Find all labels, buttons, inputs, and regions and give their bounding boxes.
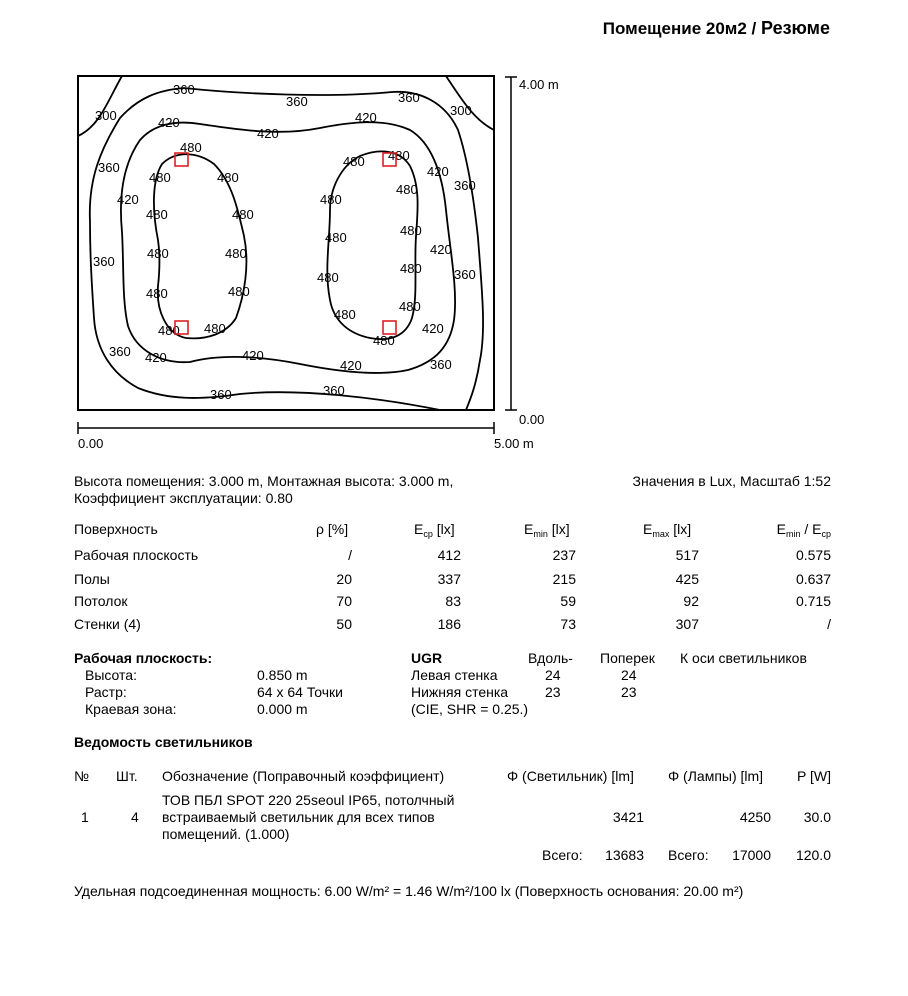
workplane-height-value: 0.850 m [257, 667, 308, 683]
contour-label: 480 [325, 230, 347, 245]
contour-label: 480 [343, 154, 365, 169]
contour-label: 480 [399, 299, 421, 314]
contour-label: 480 [146, 286, 168, 301]
surface-ratio: / [827, 616, 831, 632]
section-name: Резюме [761, 18, 830, 38]
contour-label: 480 [147, 246, 169, 261]
header-e-min: $E_{min}$ [lx] [524, 521, 570, 539]
total-label: Всего: [542, 847, 583, 863]
contour-label: 480 [204, 321, 226, 336]
contour-label: 360 [93, 254, 115, 269]
ugr-left-across: 24 [621, 667, 637, 683]
surface-name: Рабочая плоскость [74, 547, 199, 563]
contour-label: 480 [334, 307, 356, 322]
power-density: Удельная подсоединенная мощность: 6.00 W/m² = 1.46 W/m²/100 lx (Поверхность основания: 20.00 m²) [74, 883, 744, 899]
header-e-avg: $E_{ср}$ [lx] [414, 521, 455, 539]
ugr-left-wall: Левая стенка [411, 667, 498, 683]
contour-label: 480 [373, 333, 395, 348]
header-e-max: $E_{max}$ [lx] [643, 521, 692, 539]
surface-e-avg: 186 [437, 616, 461, 632]
surface-e-min: 215 [552, 571, 576, 587]
luminaire-markers [175, 153, 396, 334]
total-power: 120.0 [795, 847, 831, 863]
horizontal-scale [78, 422, 494, 434]
header-designation: Обозначение (Поправочный коэффициент) [162, 768, 445, 784]
workplane-edge-label: Краевая зона: [85, 701, 177, 717]
total-flux-lamp: 17000 [732, 847, 771, 863]
room-height-info: Высота помещения: 3.000 m, Монтажная высота: 3.000 m, [74, 473, 454, 489]
ugr-col-across: Поперек [600, 650, 655, 666]
contour-label: 420 [242, 348, 264, 363]
title-separator: / [751, 19, 757, 38]
header-ratio: $E_{min} / E_{cp}$ [776, 521, 831, 539]
contour-label: 480 [158, 323, 180, 338]
ugr-bottom-wall: Нижняя стенка [411, 684, 509, 700]
surface-e-avg: 337 [437, 571, 461, 587]
workplane-grid-label: Растр: [85, 684, 127, 700]
surface-e-min: 73 [560, 616, 576, 632]
contour-label: 480 [320, 192, 342, 207]
surface-ratio: 0.575 [795, 547, 831, 563]
maintenance-factor-info: Коэффициент эксплуатации: 0.80 [74, 490, 293, 506]
workplane-edge-value: 0.000 m [257, 701, 308, 717]
surface-e-avg: 412 [437, 547, 461, 563]
contour-label: 480 [388, 148, 410, 163]
contour-label: 360 [109, 344, 131, 359]
header-power: P [W] [797, 768, 831, 784]
surface-e-max: 92 [683, 593, 699, 609]
scale-x-start: 0.00 [78, 436, 104, 451]
workplane-height-label: Высота: [85, 667, 137, 683]
scale-y-bottom: 0.00 [519, 412, 545, 427]
luminaire-desc-line: ТОВ ПБЛ SPOT 220 25seoul IP65, потолчный [162, 792, 455, 808]
contour-label: 420 [117, 192, 139, 207]
ugr-col-axis: К оси светильников [680, 650, 807, 666]
contour-label: 480 [146, 207, 168, 222]
contour-label: 420 [340, 358, 362, 373]
luminaire-desc-line: помещений. (1.000) [162, 826, 290, 842]
header-surface: Поверхность [74, 521, 158, 537]
surface-e-min: 237 [552, 547, 576, 563]
scale-info: Значения в Lux, Масштаб 1:52 [632, 473, 831, 489]
header-rho: ρ [%] [316, 521, 349, 537]
surface-ratio: 0.637 [795, 571, 831, 587]
contour-label: 360 [454, 267, 476, 282]
workplane-title: Рабочая плоскость: [74, 650, 213, 666]
ugr-col-along: Вдоль- [528, 650, 573, 666]
contour-label: 480 [149, 170, 171, 185]
luminaire-desc-line: встраиваемый светильник для всех типов [162, 809, 435, 825]
contour-label: 300 [95, 108, 117, 123]
contour-label: 360 [98, 160, 120, 175]
contour-label: 480 [228, 284, 250, 299]
contour-label: 480 [180, 140, 202, 155]
scale-y-top: 4.00 m [519, 77, 559, 92]
contour-label: 360 [430, 357, 452, 372]
surface-rho: / [348, 547, 352, 563]
header-flux-lamp: Φ (Лампы) [lm] [668, 768, 764, 784]
surface-name: Стенки (4) [74, 616, 141, 632]
header-flux-luminaire: Φ (Светильник) [lm] [507, 768, 634, 784]
surface-e-max: 425 [675, 571, 699, 587]
contour-label: 420 [158, 115, 180, 130]
ugr-left-along: 24 [545, 667, 561, 683]
surface-e-avg: 83 [445, 593, 461, 609]
luminaires-title: Ведомость светильников [74, 734, 253, 750]
contour-label: 420 [257, 126, 279, 141]
contour-label: 420 [355, 110, 377, 125]
contour-label: 420 [145, 350, 167, 365]
contour-label: 480 [317, 270, 339, 285]
surface-rho: 20 [336, 571, 352, 587]
contour-label: 300 [450, 103, 472, 118]
surface-e-max: 307 [675, 616, 699, 632]
total-label: Всего: [668, 847, 709, 863]
contour-label: 360 [286, 94, 308, 109]
contour-label: 480 [400, 223, 422, 238]
scale-x-end: 5.00 m [494, 436, 534, 451]
workplane-grid-value: 64 x 64 Точки [257, 684, 343, 700]
contour-label: 360 [454, 178, 476, 193]
vertical-scale [505, 77, 517, 410]
luminaire-power: 30.0 [803, 809, 831, 825]
surface-name: Потолок [74, 593, 128, 609]
surface-name: Полы [74, 571, 110, 587]
contour-label: 420 [430, 242, 452, 257]
total-flux-luminaire: 13683 [605, 847, 644, 863]
header-no: № [74, 768, 90, 784]
contour-label: 360 [210, 387, 232, 402]
surface-rho: 70 [336, 593, 352, 609]
header-qty: Шт. [116, 768, 138, 784]
contour-label: 360 [323, 383, 345, 398]
surface-ratio: 0.715 [795, 593, 831, 609]
luminaire-qty: 4 [131, 809, 139, 825]
contour-label: 360 [398, 90, 420, 105]
surface-rho: 50 [336, 616, 352, 632]
contour-label: 480 [225, 246, 247, 261]
contour-label: 480 [396, 182, 418, 197]
contour-label: 420 [422, 321, 444, 336]
ugr-bottom-across: 23 [621, 684, 637, 700]
surface-e-max: 517 [675, 547, 699, 563]
surface-e-min: 59 [560, 593, 576, 609]
contour-label: 480 [232, 207, 254, 222]
luminaire-no: 1 [81, 809, 89, 825]
luminaire-flux-lamp: 4250 [739, 809, 771, 825]
contour-label: 480 [217, 170, 239, 185]
contour-label: 360 [173, 82, 195, 97]
ugr-bottom-along: 23 [545, 684, 561, 700]
contour-label: 420 [427, 164, 449, 179]
ugr-title: UGR [411, 650, 443, 666]
luminaire-flux-luminaire: 3421 [612, 809, 644, 825]
isolux-plan [0, 0, 908, 470]
ugr-note: (CIE, SHR = 0.25.) [411, 701, 529, 717]
room-name: Помещение 20м2 [602, 19, 747, 38]
contour-label: 480 [400, 261, 422, 276]
